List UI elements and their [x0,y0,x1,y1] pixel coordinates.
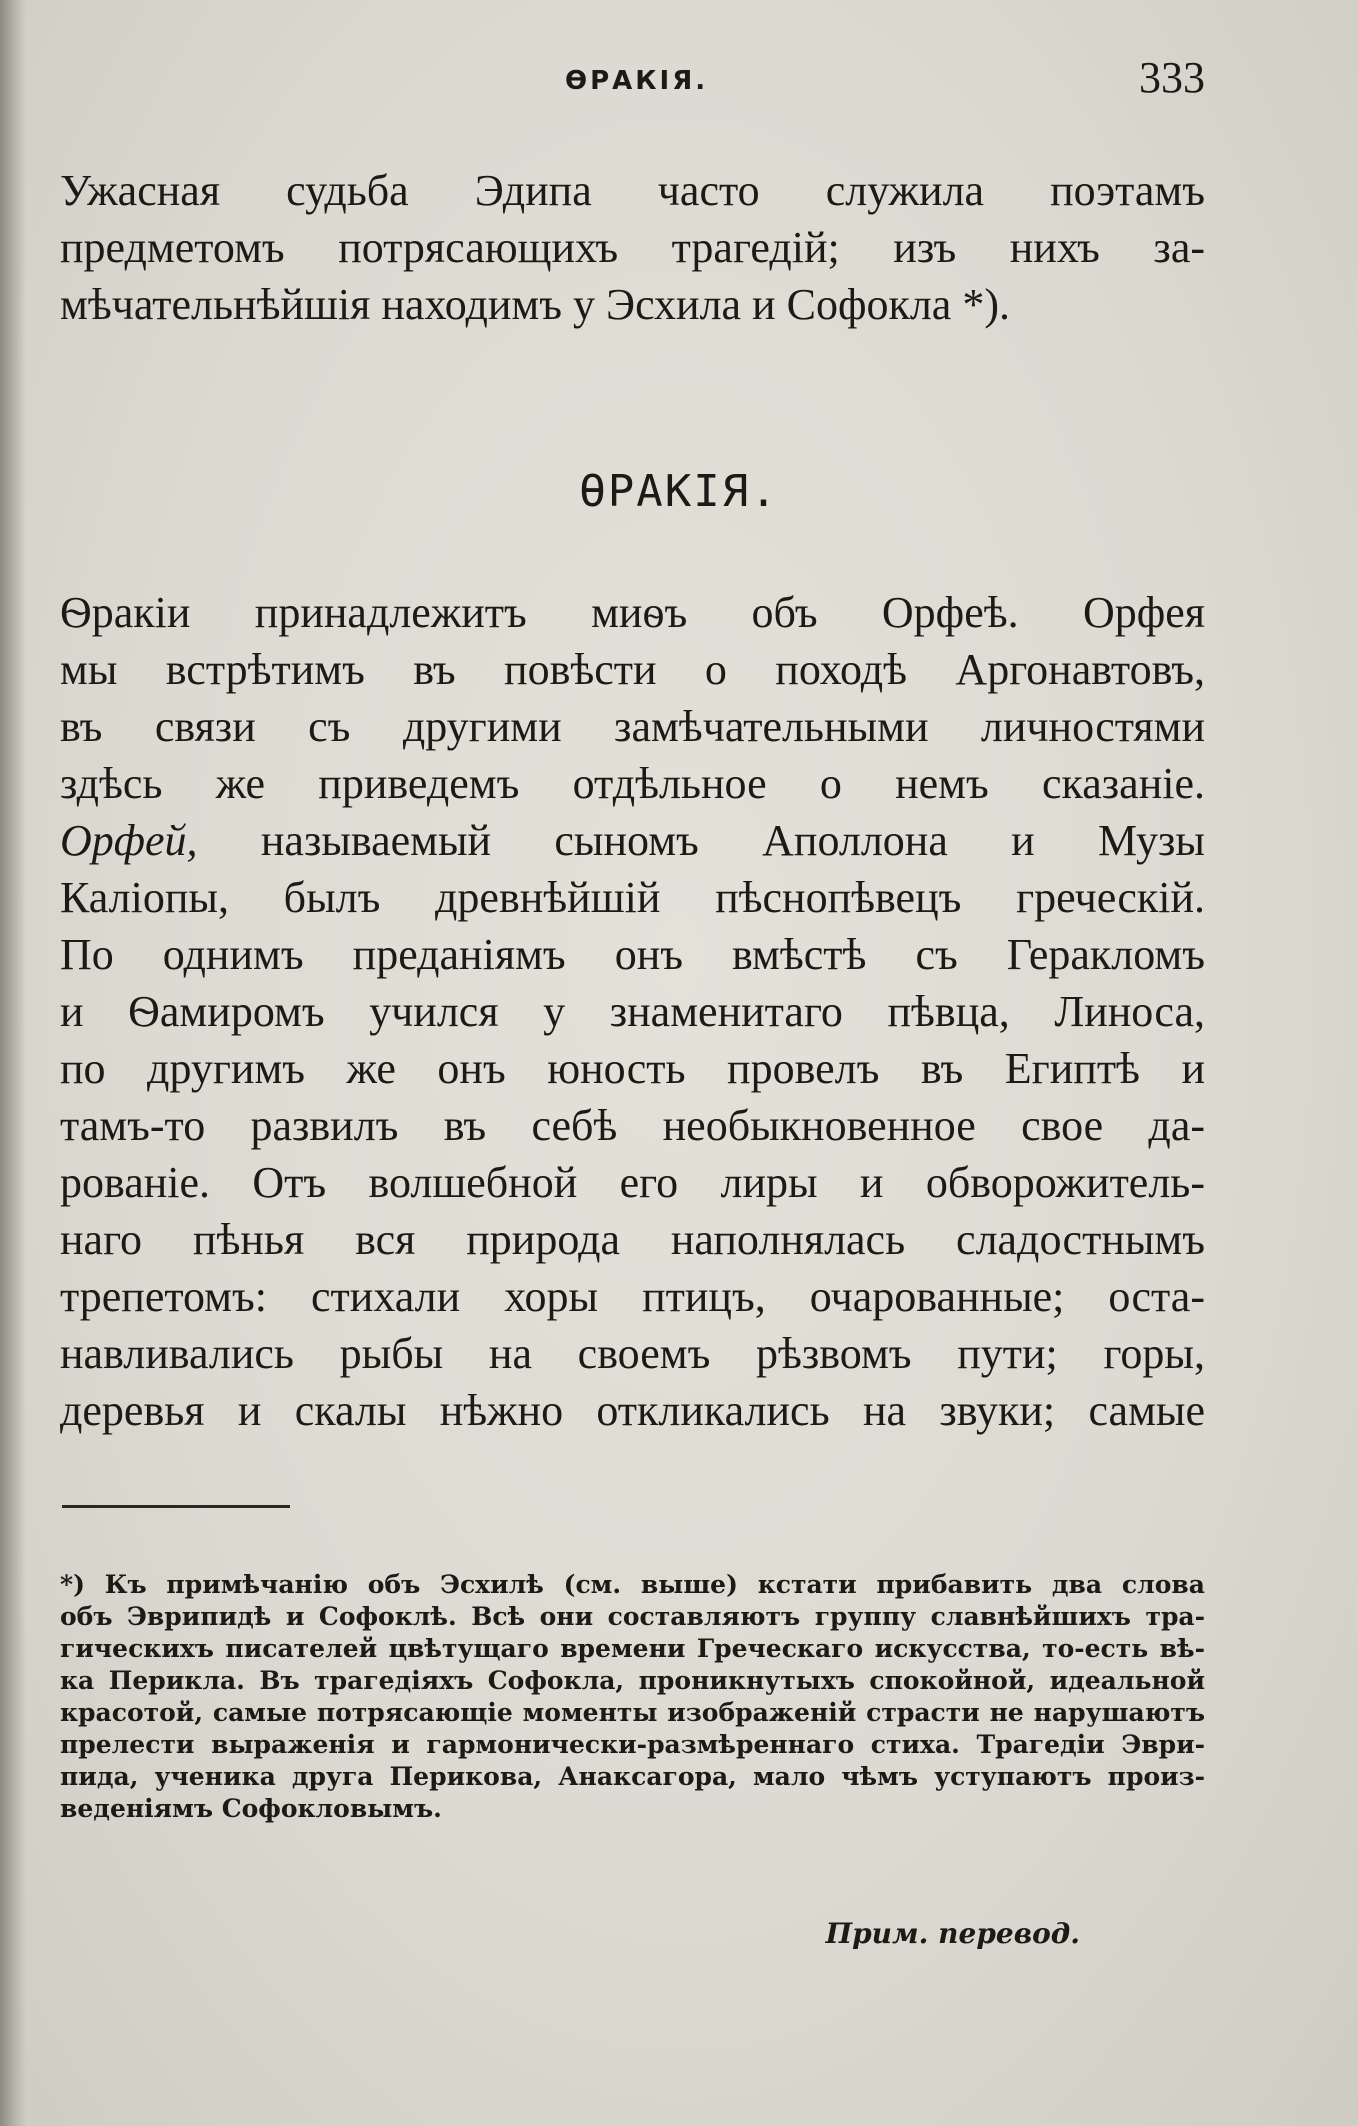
text-line: деревья и скалы нѣжно откликались на звуки; самые [60,1386,1205,1435]
text-line: навливались рыбы на своемъ рѣзвомъ пути; горы, [60,1329,1205,1378]
text-line: наго пѣнья вся природа наполнялась сладостнымъ [60,1215,1205,1264]
orpheus-rest: называемый сыномъ Аполлона и Музы [197,816,1205,865]
footnote-line: объ Эврипидѣ и Софоклѣ. Всѣ они составляютъ группу славнѣйшихъ тра- [60,1602,1205,1631]
text-line: въ связи съ другими замѣчательными личностями [60,702,1205,751]
footnote-line: *) Къ примѣчанію объ Эсхилѣ (см. выше) кстати прибавить два слова [60,1570,1205,1599]
text-line: по другимъ же онъ юность провелъ въ Египтѣ и [60,1044,1205,1093]
text-line: и Ѳамиромъ учился у знаменитаго пѣвца, Линоса, [60,987,1205,1036]
footnote-line: красотой, самые потрясающіе моменты изображеній страсти не нарушаютъ [60,1698,1205,1727]
footnote-line: прелести выраженія и гармонически-размѣреннаго стиха. Трагедіи Эври- [60,1730,1205,1759]
running-title: ѲРАКІЯ. [565,66,709,96]
text-line: Ужасная судьба Эдипа часто служила поэтамъ [60,166,1205,215]
text-line: По однимъ преданіямъ онъ вмѣстѣ съ Геракломъ [60,930,1205,979]
footnote-line: гическихъ писателей цвѣтущаго времени Греческаго искусства, то-есть вѣ- [60,1634,1205,1663]
page-header [60,50,1205,110]
text-line: тамъ-то развилъ въ себѣ необыкновенное свое да- [60,1101,1205,1150]
translator-note-signature: Прим. перевод. [825,1917,1080,1950]
text-line-orpheus [60,812,1205,869]
text-line: предметомъ потрясающихъ трагедій; изъ нихъ за- [60,223,1205,272]
page-gutter-shadow [0,0,26,2126]
footnote-divider [62,1505,290,1508]
footnote [60,1569,1205,1825]
text-line: Каліопы, былъ древнѣйшій пѣснопѣвецъ греческій. [60,873,1205,922]
orpheus-name: Орфей, [60,816,198,865]
footnote-line: ка Перикла. Въ трагедіяхъ Софокла, проникнутыхъ спокойной, идеальной [60,1666,1205,1695]
text-line: Ѳракіи принадлежитъ миѳъ объ Орфеѣ. Орфея [60,588,1205,637]
footnote-line: веденіямъ Софокловымъ. [60,1794,442,1823]
text-line: рованіе. Отъ волшебной его лиры и обворожитель- [60,1158,1205,1207]
text-line: мѣчательнѣйшія находимъ у Эсхила и Софокла *). [60,280,1010,329]
text-line: здѣсь же приведемъ отдѣльное о немъ сказаніе. [60,759,1205,808]
section-heading: ѲРАКІЯ. [579,466,779,517]
page-number: 333 [1139,53,1205,102]
paragraph-orpheus [60,584,1205,1439]
text-line: трепетомъ: стихали хоры птицъ, очарованные; оста- [60,1272,1205,1321]
text-line: мы встрѣтимъ въ повѣсти о походѣ Аргонавтовъ, [60,645,1205,694]
footnote-line: пида, ученика друга Перикова, Анаксагора, мало чѣмъ уступаютъ произ- [60,1762,1205,1791]
paragraph-oedipus [60,162,1205,333]
